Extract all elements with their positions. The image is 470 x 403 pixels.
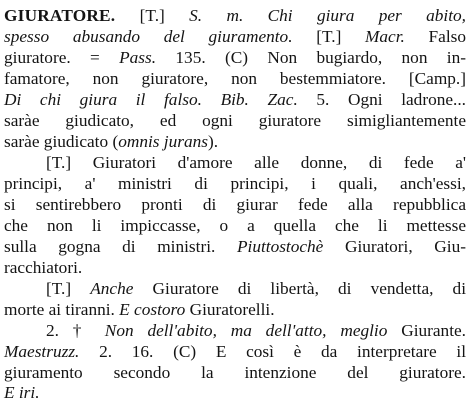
entry-line	[4, 131, 466, 152]
text-segment: principi, a' ministri di principi, i quali, anch'essi,	[4, 174, 466, 193]
entry-line	[4, 89, 466, 110]
text-segment: 5. Ogni ladrone...	[297, 90, 466, 109]
entry-line	[4, 68, 466, 89]
text-segment: [T.]	[115, 6, 190, 25]
italic-word: Anche	[90, 279, 134, 298]
entry-line	[4, 47, 466, 68]
definition-text: spesso abusando del giuramento.	[4, 27, 293, 46]
entry-line	[4, 299, 466, 320]
source-abbrev: E iri.	[4, 383, 40, 402]
text-segment: racchiatori.	[4, 258, 83, 277]
entry-line	[4, 173, 466, 194]
entry-line	[4, 236, 466, 257]
source-abbrev: Macr.	[365, 27, 405, 46]
italic-word: Piuttostochè	[236, 237, 324, 256]
text-segment: famatore, non giuratore, non bestemmiatore. [Camp.]	[4, 69, 466, 88]
text-segment: giuramento secondo la intenzione del giuratore.	[4, 363, 466, 382]
text-segment: Falso	[404, 27, 466, 46]
text-segment: saràe giudicato (	[4, 132, 119, 151]
entry-line	[46, 278, 466, 299]
definition-text: Non dell'abito, ma dell'atto, meglio	[104, 321, 388, 340]
entry-line	[4, 362, 466, 383]
entry-line	[46, 152, 466, 173]
sense-number: 2. †	[46, 321, 105, 340]
text-segment: Giurante.	[387, 321, 466, 340]
entry-line	[4, 257, 466, 278]
text-segment: Giuratorelli.	[185, 300, 275, 319]
text-segment: ).	[208, 132, 219, 151]
definition-text: S. m. Chi giura per abito,	[189, 6, 466, 25]
entry-line	[4, 110, 466, 131]
italic-word: E costoro	[119, 300, 186, 319]
text-segment: sulla gogna di ministri.	[4, 237, 237, 256]
headword: GIURATORE.	[4, 6, 116, 25]
text-segment: 135. (C) Non bugiardo, non in-	[156, 48, 466, 67]
text-segment: che non li impiccasse, o a quella che li mettesse	[4, 216, 466, 235]
text-segment: [T.] Giuratori d'amore alle donne, di fede a'	[46, 153, 466, 172]
source-abbrev: Pass.	[119, 48, 157, 67]
text-segment: si sentirebbero pronti di giurar fede alla repubblica	[4, 195, 466, 214]
latin-gloss: omnis jurans	[118, 132, 208, 151]
entry-line	[4, 26, 466, 47]
entry-line	[4, 341, 466, 362]
entry-line	[4, 215, 466, 236]
text-segment: saràe giudicato, ed ogni giuratore simigliantemente	[4, 111, 466, 130]
text-segment: [T.]	[46, 279, 91, 298]
text-segment: morte ai tiranni.	[4, 300, 120, 319]
text-segment: Giuratore di libertà, di vendetta, di	[133, 279, 466, 298]
definition-text: Di chi giura il falso. Bib. Zac.	[4, 90, 298, 109]
entry-line	[4, 382, 466, 403]
entry-line	[4, 5, 466, 26]
text-segment: [T.]	[292, 27, 366, 46]
entry-line	[4, 194, 466, 215]
source-abbrev: Maestruzz.	[4, 342, 80, 361]
text-segment: giuratore. =	[4, 48, 120, 67]
text-segment: Giuratori, Giu-	[323, 237, 466, 256]
entry-line	[46, 320, 466, 341]
text-segment: 2. 16. (C) E così è da interpretare il	[79, 342, 466, 361]
